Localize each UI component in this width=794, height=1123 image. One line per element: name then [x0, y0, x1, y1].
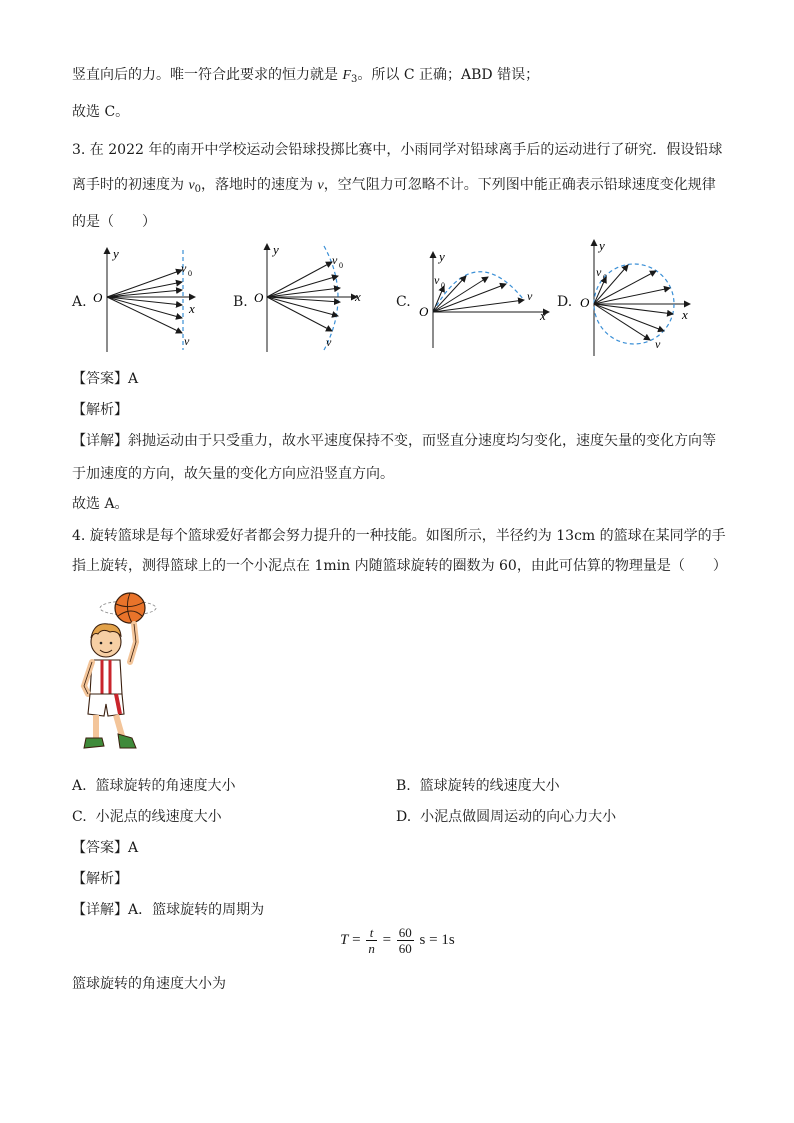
v0-label: v: [332, 253, 338, 267]
formula-60-den: 60: [398, 941, 412, 956]
formula-result: s = 1s: [419, 931, 455, 948]
velocity-vectors: [107, 270, 182, 333]
formula-eq-2: =: [382, 931, 392, 948]
y-label: y: [599, 238, 605, 253]
q3-choose: 故选 A。: [72, 496, 129, 512]
v0-label: v: [181, 261, 187, 275]
q3-stem-1: 3. 在 2022 年的南开中学校运动会铅球投掷比赛中，小雨同学对铅球离手后的运动进行了研究．假设铅球: [72, 142, 723, 158]
q3-stem-2a: 离手时的初速度为: [72, 177, 189, 193]
q4-answer: 【答案】A: [72, 840, 139, 856]
v0-sub: 0: [441, 281, 445, 290]
q3-option-d-label: D.: [557, 294, 573, 310]
q3-analysis: 【解析】: [72, 402, 128, 418]
v-label: v: [527, 289, 533, 303]
q4-option-a: [72, 777, 235, 795]
q3-detail-1: 【详解】斜抛运动由于只受重力，故水平速度保持不变，而竖直分速度均匀变化，速度矢量的变化方向等: [72, 433, 716, 449]
force-subscript: 3: [351, 74, 358, 85]
q3-answer: 【答案】A: [72, 371, 139, 387]
x-label: x: [540, 308, 546, 323]
q4-detail: 【详解】A．篮球旋转的周期为: [72, 902, 265, 918]
diagram-c: [414, 248, 554, 350]
q4-option-b-text: 篮球旋转的线速度大小: [419, 778, 560, 794]
v-label: v: [326, 335, 332, 349]
origin-label: O: [419, 304, 429, 319]
formula-t: t: [366, 925, 377, 941]
q4-option-a-text: 篮球旋转的角速度大小: [95, 778, 236, 794]
y-label: y: [113, 246, 119, 261]
q4-option-c-text: 小泥点的线速度大小: [95, 809, 222, 825]
formula-eq-1: =: [352, 931, 361, 948]
v-label: v: [184, 334, 190, 348]
origin-label: O: [580, 295, 590, 310]
force-symbol: F: [342, 68, 352, 83]
basketball-boy-illustration: [76, 590, 166, 755]
q4-option-d-text: 小泥点做圆周运动的向心力大小: [420, 809, 617, 825]
q4-option-a-label: A.: [72, 778, 87, 794]
q3-stem-2b: ，落地时的速度为: [201, 177, 318, 193]
formula-n: n: [368, 941, 375, 956]
fraction-t-over-n: [366, 925, 377, 956]
q4-option-c-label: C.: [72, 809, 87, 825]
origin-label: O: [254, 290, 264, 305]
q4-analysis: 【解析】: [72, 871, 128, 887]
x-label: x: [189, 301, 195, 316]
q4-option-d: [396, 808, 616, 826]
q4-option-c: [72, 808, 222, 826]
origin-label: O: [93, 290, 103, 305]
q3-option-a-label: A.: [72, 294, 87, 310]
boy-shirt: [90, 660, 122, 694]
q4-option-b: [396, 777, 560, 795]
q3-option-b-label: B.: [233, 294, 248, 310]
q4-last-line: 篮球旋转的角速度大小为: [72, 976, 226, 992]
q4-stem-1: 4. 旋转篮球是每个篮球爱好者都会努力提升的一种技能。如图所示，半径约为 13cm 的篮球在某同学的手: [72, 528, 726, 544]
prev-text-b: 。所以 C 正确；ABD 错误；: [357, 67, 540, 83]
q4-stem-2: 指上旋转，测得篮球上的一个小泥点在 1min 内随篮球旋转的圈数为 60，由此可估算的物理量是（ ）: [72, 558, 727, 574]
v-label: v: [655, 337, 661, 351]
v0-sub: 0: [188, 269, 192, 278]
q4-option-b-label: B.: [396, 778, 411, 794]
period-formula: [340, 925, 455, 956]
v0-label: v: [434, 273, 440, 287]
formula-T: T: [340, 931, 349, 948]
velocity-vectors: [433, 276, 524, 312]
fraction-60-over-60: [397, 925, 414, 956]
diagram-d: [576, 236, 700, 358]
y-label: y: [273, 242, 279, 257]
v0-sub: 0: [603, 273, 607, 282]
v0-label: v: [596, 265, 602, 279]
v0-subscript: 0: [194, 184, 202, 195]
formula-60-num: 60: [398, 925, 412, 940]
q3-option-c-label: C.: [396, 294, 411, 310]
v-symbol: v: [317, 178, 324, 193]
diagram-a: [90, 240, 210, 355]
q3-stem-2c: ，空气阻力可忽略不计。下列图中能正确表示铅球速度变化规律: [323, 177, 716, 193]
diagram-b: [252, 240, 372, 355]
x-label: x: [355, 289, 361, 304]
prev-line-1: [72, 66, 539, 89]
x-label: x: [682, 307, 688, 322]
y-label: y: [439, 249, 445, 264]
prev-text-a: 竖直向后的力。唯一符合此要求的恒力就是: [72, 67, 343, 83]
q3-detail-2: 于加速度的方向，故矢量的变化方向应沿竖直方向。: [72, 466, 394, 482]
prev-line-2: 故选 C。: [72, 104, 130, 120]
q3-stem-3: 的是（ ）: [72, 214, 156, 230]
v0-symbol: v: [188, 178, 195, 193]
q4-option-d-label: D.: [396, 809, 412, 825]
q3-stem-2: [72, 176, 716, 199]
v0-sub: 0: [339, 261, 343, 270]
